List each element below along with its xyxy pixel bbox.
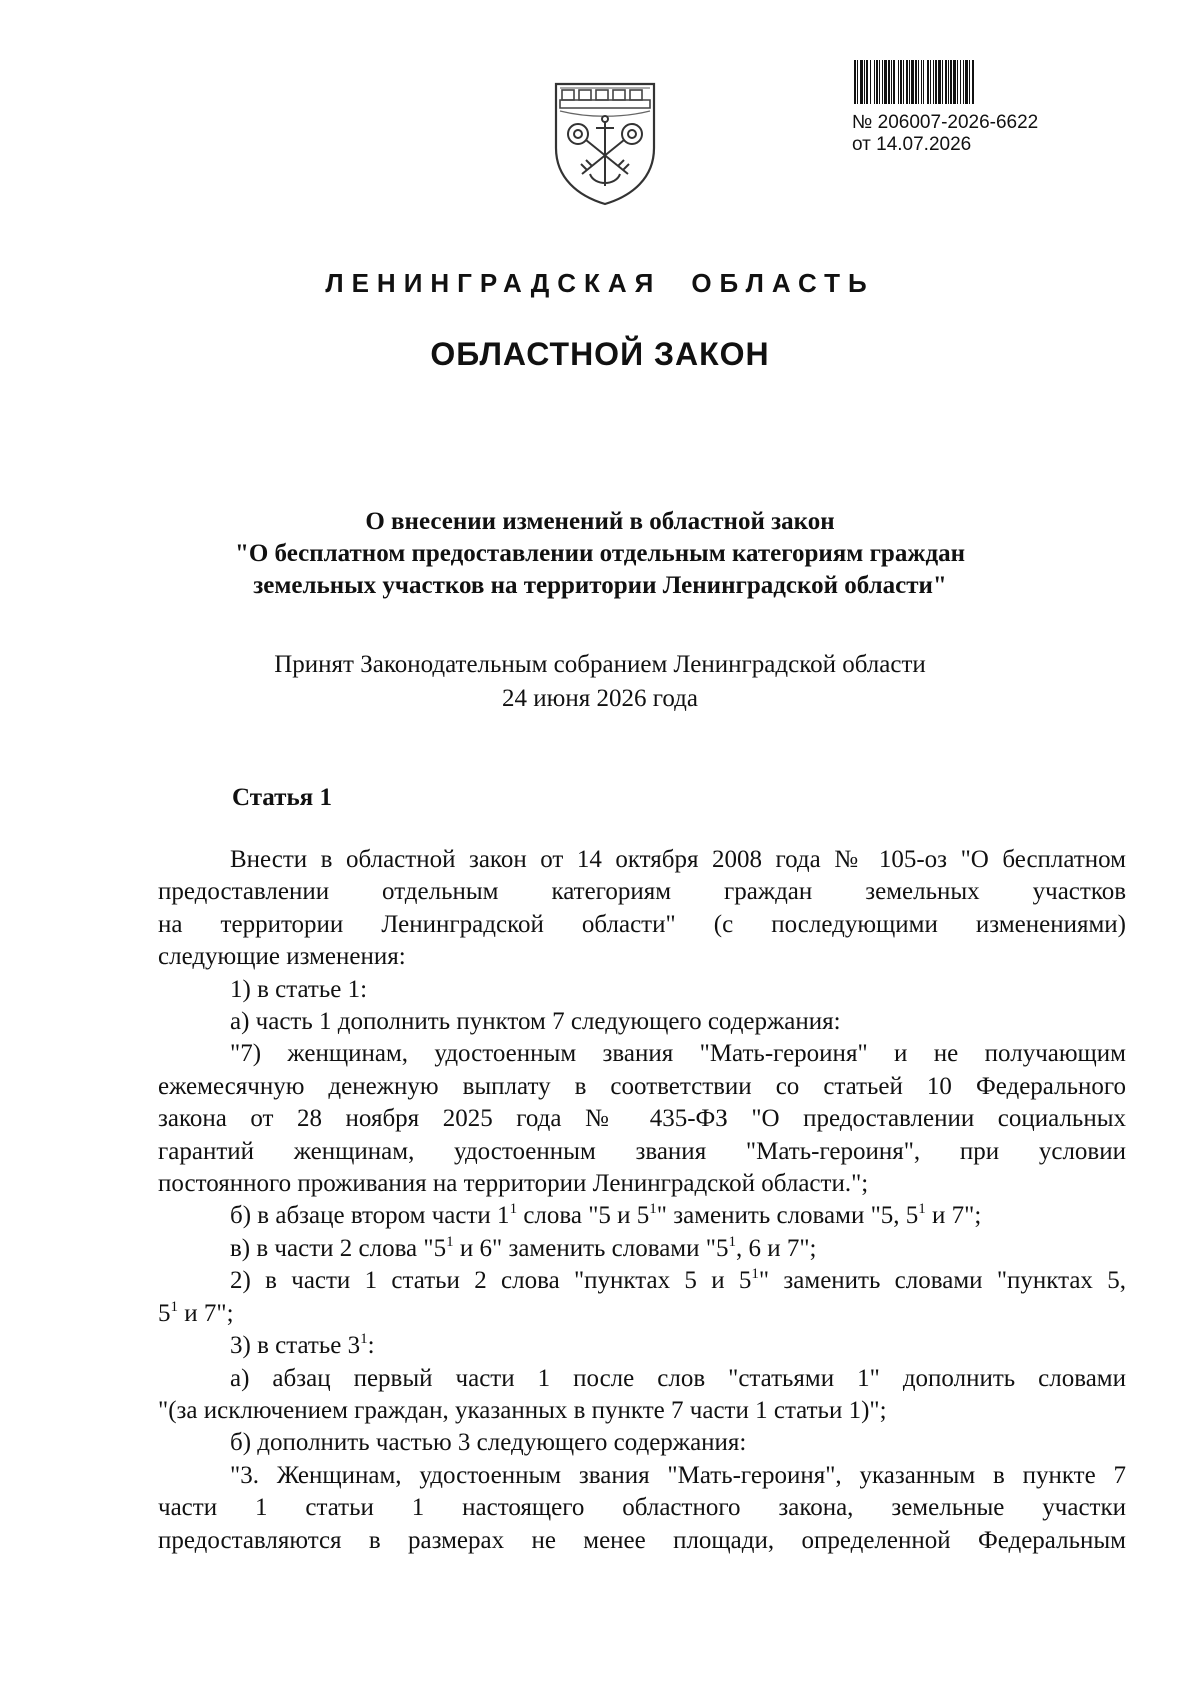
body-line: предоставлении отдельным категориям граждан земельных участков [158, 878, 1126, 906]
adoption-line: Принят Законодательным собранием Ленинградской области [274, 651, 926, 678]
law-title-line: О внесении изменений в областной закон [365, 508, 835, 535]
article-body [158, 844, 1126, 1557]
text-run: и 7"; [178, 1299, 234, 1327]
text-run: 5 [158, 1299, 171, 1327]
coat-of-arms-emblem [548, 78, 662, 208]
text-run: , 6 и 7"; [735, 1234, 817, 1262]
body-line: гарантий женщинам, удостоенным звания "Мать-героиня", при условии [158, 1137, 1126, 1165]
registration-number: № 206007-2026-6622 [852, 112, 1039, 133]
body-line: б) дополнить частью 3 следующего содержания: [230, 1429, 747, 1457]
article-heading: Статья 1 [232, 784, 332, 811]
body-line: "7) женщинам, удостоенным звания "Мать-героиня" и не получающим [230, 1040, 1126, 1068]
adoption-note [140, 648, 1060, 716]
text-run: слова "5 и 5 [517, 1202, 650, 1230]
text-run: и 6" заменить словами "5 [453, 1234, 729, 1262]
barcode-image [854, 60, 1100, 104]
text-run: б) в абзаце втором части 1 [230, 1202, 510, 1230]
superscript: 1 [751, 1266, 759, 1283]
text-run: 2) в части 1 статьи 2 слова "пунктах 5 и 5 [230, 1267, 752, 1295]
law-title-line: "О бесплатном предоставлении отдельным категориям граждан [234, 540, 966, 567]
region-word-2: ОБЛАСТЬ [691, 268, 875, 298]
registration-date: от 14.07.2026 [852, 134, 972, 155]
body-line: ежемесячную денежную выплату в соответствии со статьей 10 Федерального [158, 1072, 1126, 1100]
law-title-line: земельных участков на территории Ленинградской области" [253, 572, 947, 599]
superscript: 1 [649, 1201, 657, 1218]
body-line: части 1 статьи 1 настоящего областного закона, земельные участки [158, 1494, 1126, 1522]
document-type-heading: ОБЛАСТНОЙ ЗАКОН [430, 336, 770, 372]
text-run: : [367, 1332, 375, 1360]
body-line: закона от 28 ноября 2025 года № 435-ФЗ "О предоставлении социальных [158, 1105, 1126, 1133]
text-run: в) в части 2 слова "5 [230, 1234, 447, 1262]
body-line: а) часть 1 дополнить пунктом 7 следующего содержания: [230, 1008, 841, 1036]
superscript: 1 [509, 1201, 518, 1218]
registration-block [852, 60, 1102, 156]
body-line [158, 1265, 1126, 1297]
body-line: Внести в областной закон от 14 октября 2008 года № 105-оз "О бесплатном [230, 846, 1126, 873]
body-line: следующие изменения: [158, 943, 406, 971]
superscript: 1 [360, 1331, 368, 1348]
body-line: предоставляются в размерах не менее площади, определенной Федеральным [158, 1526, 1126, 1554]
superscript: 1 [918, 1201, 926, 1218]
body-line: "(за исключением граждан, указанных в пункте 7 части 1 статьи 1)"; [158, 1396, 887, 1424]
superscript: 1 [446, 1233, 454, 1250]
body-line [158, 1298, 1126, 1330]
superscript: 1 [728, 1233, 736, 1250]
law-title [140, 506, 1060, 602]
body-line [158, 1200, 1126, 1232]
text-run: 3) в статье 3 [230, 1332, 361, 1360]
superscript: 1 [170, 1298, 178, 1315]
region-heading [0, 268, 1200, 299]
body-line: на территории Ленинградской области" (с последующими изменениями) [158, 910, 1126, 938]
body-line [158, 1233, 1126, 1265]
adoption-date: 24 июня 2026 года [502, 685, 698, 712]
text-run: и 7"; [925, 1202, 982, 1230]
body-line: а) абзац первый части 1 после слов "статьями 1" дополнить словами [230, 1364, 1126, 1392]
text-run: " заменить словами "пунктах 5, [758, 1267, 1126, 1295]
body-line: 1) в статье 1: [230, 975, 368, 1003]
region-word-1: ЛЕНИНГРАДСКАЯ [325, 268, 662, 298]
text-run: " заменить словами "5, 5 [656, 1202, 919, 1230]
body-line: постоянного проживания на территории Ленинградской области."; [158, 1170, 869, 1198]
body-line: "3. Женщинам, удостоенным звания "Мать-героиня", указанным в пункте 7 [230, 1461, 1126, 1489]
body-line [158, 1330, 1126, 1362]
